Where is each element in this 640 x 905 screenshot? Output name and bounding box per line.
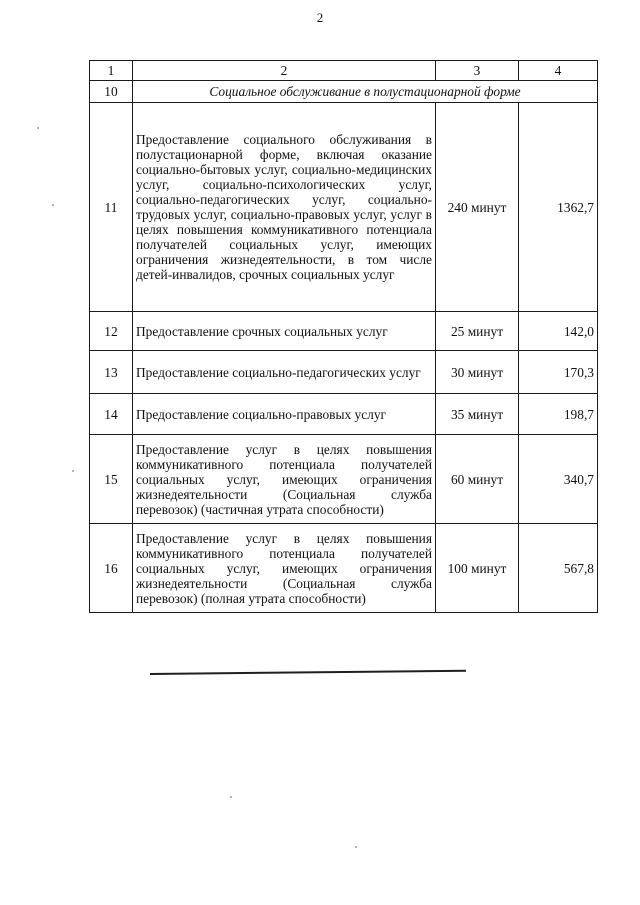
scan-speck [230, 796, 232, 798]
column-header-4: 4 [519, 61, 598, 81]
row-number: 13 [90, 351, 133, 394]
service-time: 60 минут [436, 435, 519, 524]
service-description: Предоставление срочных социальных услуг [133, 312, 436, 351]
services-table [89, 60, 598, 613]
column-header-2: 2 [133, 61, 436, 81]
table-row [90, 103, 598, 312]
row-number: 16 [90, 524, 133, 613]
scan-speck [355, 846, 357, 848]
section-row [90, 81, 598, 103]
table-row [90, 394, 598, 435]
service-time: 35 минут [436, 394, 519, 435]
closing-rule-line [150, 670, 466, 675]
scan-speck [72, 470, 74, 472]
column-header-1: 1 [90, 61, 133, 81]
service-price: 198,7 [519, 394, 598, 435]
service-price: 567,8 [519, 524, 598, 613]
scan-speck [52, 204, 54, 206]
service-time: 30 минут [436, 351, 519, 394]
section-number: 10 [90, 81, 133, 103]
service-description: Предоставление услуг в целях повышения коммуникативного потенциала получателей социальных услуг, имеющих ограничения жизнедеятельности (Социальная служба перевозок) (полная утрата способности) [133, 524, 436, 613]
service-price: 142,0 [519, 312, 598, 351]
row-number: 14 [90, 394, 133, 435]
table-row [90, 435, 598, 524]
row-number: 15 [90, 435, 133, 524]
service-price: 170,3 [519, 351, 598, 394]
service-price: 1362,7 [519, 103, 598, 312]
scan-speck [37, 127, 39, 129]
service-time: 100 минут [436, 524, 519, 613]
table-row [90, 524, 598, 613]
service-description: Предоставление социального обслуживания в полустационарной форме, включая оказание социально-бытовых услуг, социально-медицинских услуг, социально-психологических услуг, социально-педагогических услуг, социально-трудовых услуг, социально-правовых услуг, услуг в целях повышения коммуникативного потенциала получателей социальных услуг, имеющих ограничения жизнедеятельности, в том числе детей-инвалидов, срочных социальных услуг [133, 103, 436, 312]
table-row [90, 312, 598, 351]
service-description: Предоставление социально-правовых услуг [133, 394, 436, 435]
table-row [90, 351, 598, 394]
page-number: 2 [316, 10, 324, 25]
section-title: Социальное обслуживание в полустационарной форме [133, 81, 598, 103]
row-number: 11 [90, 103, 133, 312]
table-header-row [90, 61, 598, 81]
service-description: Предоставление услуг в целях повышения коммуникативного потенциала получателей социальных услуг, имеющих ограничения жизнедеятельности (Социальная служба перевозок) (частичная утрата способности) [133, 435, 436, 524]
service-time: 25 минут [436, 312, 519, 351]
row-number: 12 [90, 312, 133, 351]
service-time: 240 минут [436, 103, 519, 312]
service-price: 340,7 [519, 435, 598, 524]
column-header-3: 3 [436, 61, 519, 81]
service-description: Предоставление социально-педагогических услуг [133, 351, 436, 394]
